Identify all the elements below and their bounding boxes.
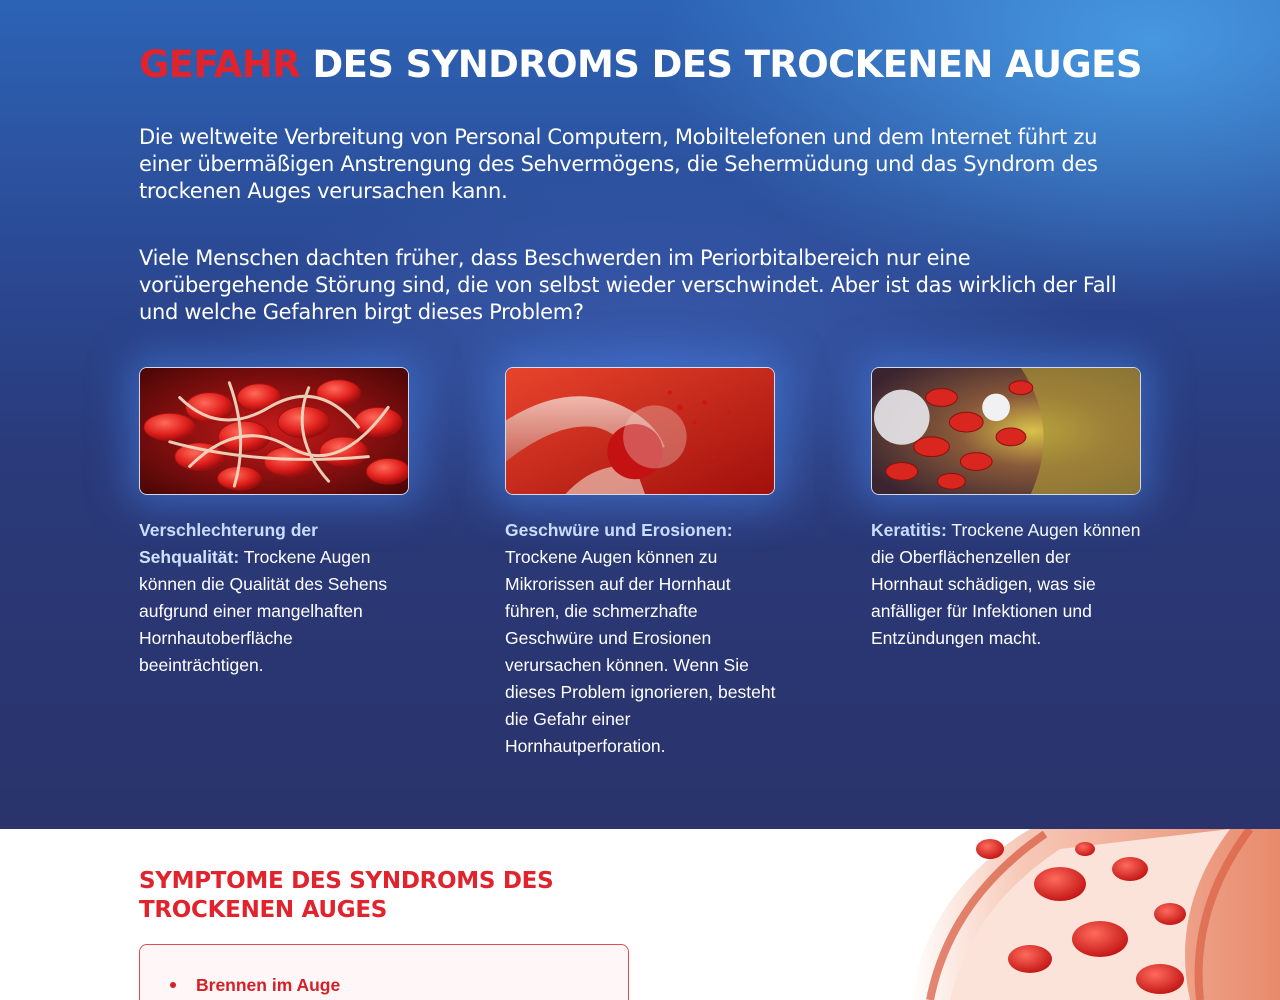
danger-card-vision — [139, 367, 409, 679]
ruptured-vessel-image — [505, 367, 775, 495]
symptoms-list-box — [139, 944, 629, 1000]
symptoms-title: SYMPTOME DES SYNDROMS DES TROCKENEN AUGES — [139, 868, 554, 923]
title-rest: DES SYNDROMS DES TROCKENEN AUGES — [300, 43, 1142, 86]
danger-card-ulcers — [505, 367, 775, 760]
intro-paragraph-2: Viele Menschen dachten früher, dass Beschwerden im Periorbitalbereich nur eine vorübergehende Störung sind, die von selbst wieder verschwindet. Aber ist das wirklich der Fall und welche Gefahren birgt dieses Problem? — [139, 246, 1117, 324]
title-accent: GEFAHR — [139, 43, 301, 86]
card-body: Trockene Augen können die Oberflächenzellen der Hornhaut schädigen, was sie anfälliger für Infektionen und Entzündungen macht. — [871, 520, 1141, 648]
intro-paragraph-1: Die weltweite Verbreitung von Personal Computern, Mobiltelefonen und dem Internet führt zu einer übermäßigen Anstrengung des Sehvermögens, die Sehermüdung und das Syndrom des trockenen Auges verursachen kann. — [139, 125, 1098, 203]
blood-vessel-image — [870, 829, 1280, 1000]
bullet-icon — [170, 982, 176, 988]
list-item: Brennen im Auge — [170, 973, 628, 997]
symptoms-section — [0, 829, 1280, 1000]
card-body: Trockene Augen können die Qualität des Sehens aufgrund einer mangelhaften Hornhautoberfläche beeinträchtigen. — [139, 547, 388, 675]
blood-clot-image — [139, 367, 409, 495]
card-body: Trockene Augen können zu Mikrorissen auf der Hornhaut führen, die schmerzhafte Geschwüre und Erosionen verursachen können. Wenn Sie dieses Problem ignorieren, besteht die Gefahr einer Hornhautperforation. — [505, 547, 776, 756]
artery-plaque-image — [871, 367, 1141, 495]
card-heading: Keratitis: — [871, 520, 947, 540]
card-heading: Verschlechterung der Sehqualität: — [139, 520, 318, 567]
card-heading: Geschwüre und Erosionen: — [505, 520, 733, 540]
symptoms-list — [140, 945, 628, 997]
danger-card-keratitis — [871, 367, 1141, 652]
page-title — [139, 42, 1149, 88]
